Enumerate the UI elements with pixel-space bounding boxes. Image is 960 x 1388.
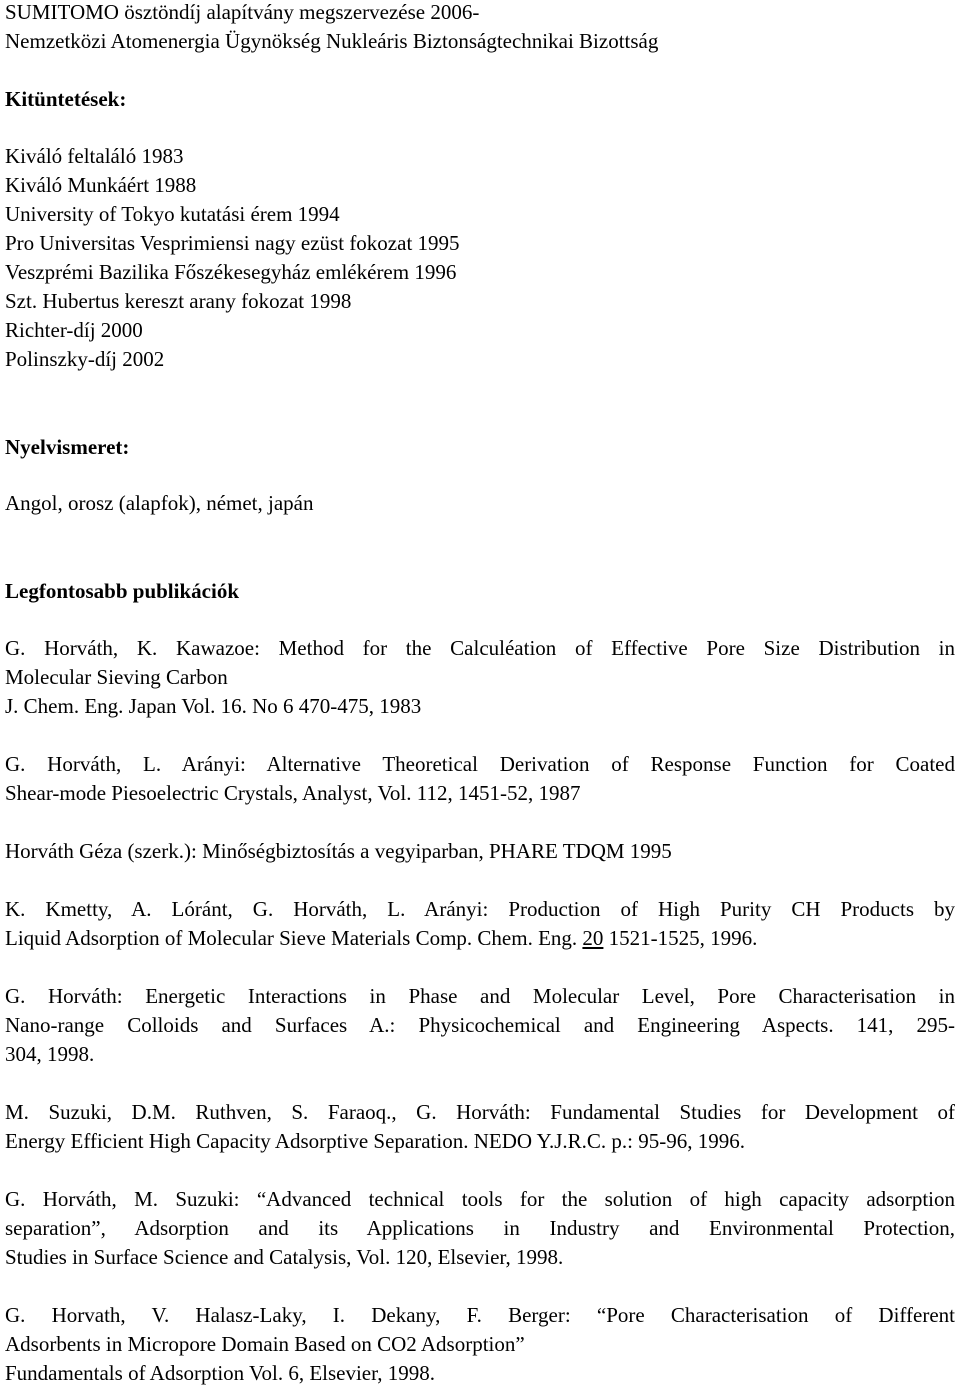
publications-heading: Legfontosabb publikációk bbox=[5, 579, 239, 603]
publication-line: G. Horvath, V. Halasz-Laky, I. Dekany, F. Berger: “Pore Characterisation of Different bbox=[5, 1303, 955, 1327]
publication-5 bbox=[5, 982, 955, 1069]
publication-8 bbox=[5, 1301, 955, 1388]
publication-line: Nano-range Colloids and Surfaces A.: Physicochemical and Engineering Aspects. 141, 295- bbox=[5, 1013, 955, 1037]
publication-line: Energy Efficient High Capacity Adsorptive Separation. NEDO Y.J.R.C. p.: 95-96, 1996. bbox=[5, 1129, 745, 1153]
award-item: Veszprémi Bazilika Főszékesegyház emlékérem 1996 bbox=[5, 260, 457, 284]
award-item: Polinszky-díj 2002 bbox=[5, 347, 165, 371]
publication-line: Studies in Surface Science and Catalysis, Vol. 120, Elsevier, 1998. bbox=[5, 1245, 564, 1269]
publication-text: Liquid Adsorption of Molecular Sieve Materials Comp. Chem. Eng. bbox=[5, 926, 583, 950]
publication-6 bbox=[5, 1098, 955, 1156]
publication-1 bbox=[5, 634, 955, 721]
publication-2 bbox=[5, 750, 955, 808]
publication-line: G. Horváth: Energetic Interactions in Phase and Molecular Level, Pore Characterisation in bbox=[5, 984, 955, 1008]
awards-list bbox=[5, 142, 460, 374]
publication-line: M. Suzuki, D.M. Ruthven, S. Faraoq., G. Horváth: Fundamental Studies for Development of bbox=[5, 1100, 955, 1124]
publication-line: Molecular Sieving Carbon bbox=[5, 665, 228, 689]
awards-heading: Kitüntetések: bbox=[5, 87, 127, 111]
languages-heading: Nyelvismeret: bbox=[5, 435, 130, 459]
header-line-1: SUMITOMO ösztöndíj alapítvány megszervezése 2006- bbox=[5, 0, 480, 24]
publication-3 bbox=[5, 837, 955, 866]
publication-line: 304, 1998. bbox=[5, 1042, 95, 1066]
publication-line: K. Kmetty, A. Lóránt, G. Horváth, L. Arányi: Production of High Purity CH Products by bbox=[5, 897, 955, 921]
publication-4 bbox=[5, 895, 955, 953]
publication-line: Shear-mode Piesoelectric Crystals, Analyst, Vol. 112, 1451-52, 1987 bbox=[5, 781, 581, 805]
publication-7 bbox=[5, 1185, 955, 1272]
award-item: Kiváló feltaláló 1983 bbox=[5, 144, 184, 168]
award-item: Pro Universitas Vesprimiensi nagy ezüst fokozat 1995 bbox=[5, 231, 460, 255]
publication-line: Adsorbents in Micropore Domain Based on CO2 Adsorption” bbox=[5, 1332, 525, 1356]
award-item: University of Tokyo kutatási érem 1994 bbox=[5, 202, 340, 226]
publication-line: G. Horváth, K. Kawazoe: Method for the Calculéation of Effective Pore Size Distribution in bbox=[5, 636, 955, 660]
award-item: Szt. Hubertus kereszt arany fokozat 1998 bbox=[5, 289, 352, 313]
publication-line bbox=[5, 924, 955, 953]
publication-line: G. Horváth, L. Arányi: Alternative Theoretical Derivation of Response Function for Coated bbox=[5, 752, 955, 776]
publication-line: Fundamentals of Adsorption Vol. 6, Elsevier, 1998. bbox=[5, 1361, 436, 1385]
award-item: Richter-díj 2000 bbox=[5, 318, 143, 342]
languages-text: Angol, orosz (alapfok), német, japán bbox=[5, 491, 314, 515]
publication-line: separation”, Adsorption and its Applications in Industry and Environmental Protection, bbox=[5, 1216, 955, 1240]
award-item: Kiváló Munkáért 1988 bbox=[5, 173, 197, 197]
volume-number: 20 bbox=[582, 926, 604, 950]
header-line-2: Nemzetközi Atomenergia Ügynökség Nukleáris Biztonságtechnikai Bizottság bbox=[5, 29, 659, 53]
publication-text: 1521-1525, 1996. bbox=[603, 926, 758, 950]
publication-line: J. Chem. Eng. Japan Vol. 16. No 6 470-475, 1983 bbox=[5, 694, 422, 718]
publication-line: G. Horváth, M. Suzuki: “Advanced technical tools for the solution of high capacity adsorption bbox=[5, 1187, 955, 1211]
publication-line: Horváth Géza (szerk.): Minőségbiztosítás a vegyiparban, PHARE TDQM 1995 bbox=[5, 839, 672, 863]
